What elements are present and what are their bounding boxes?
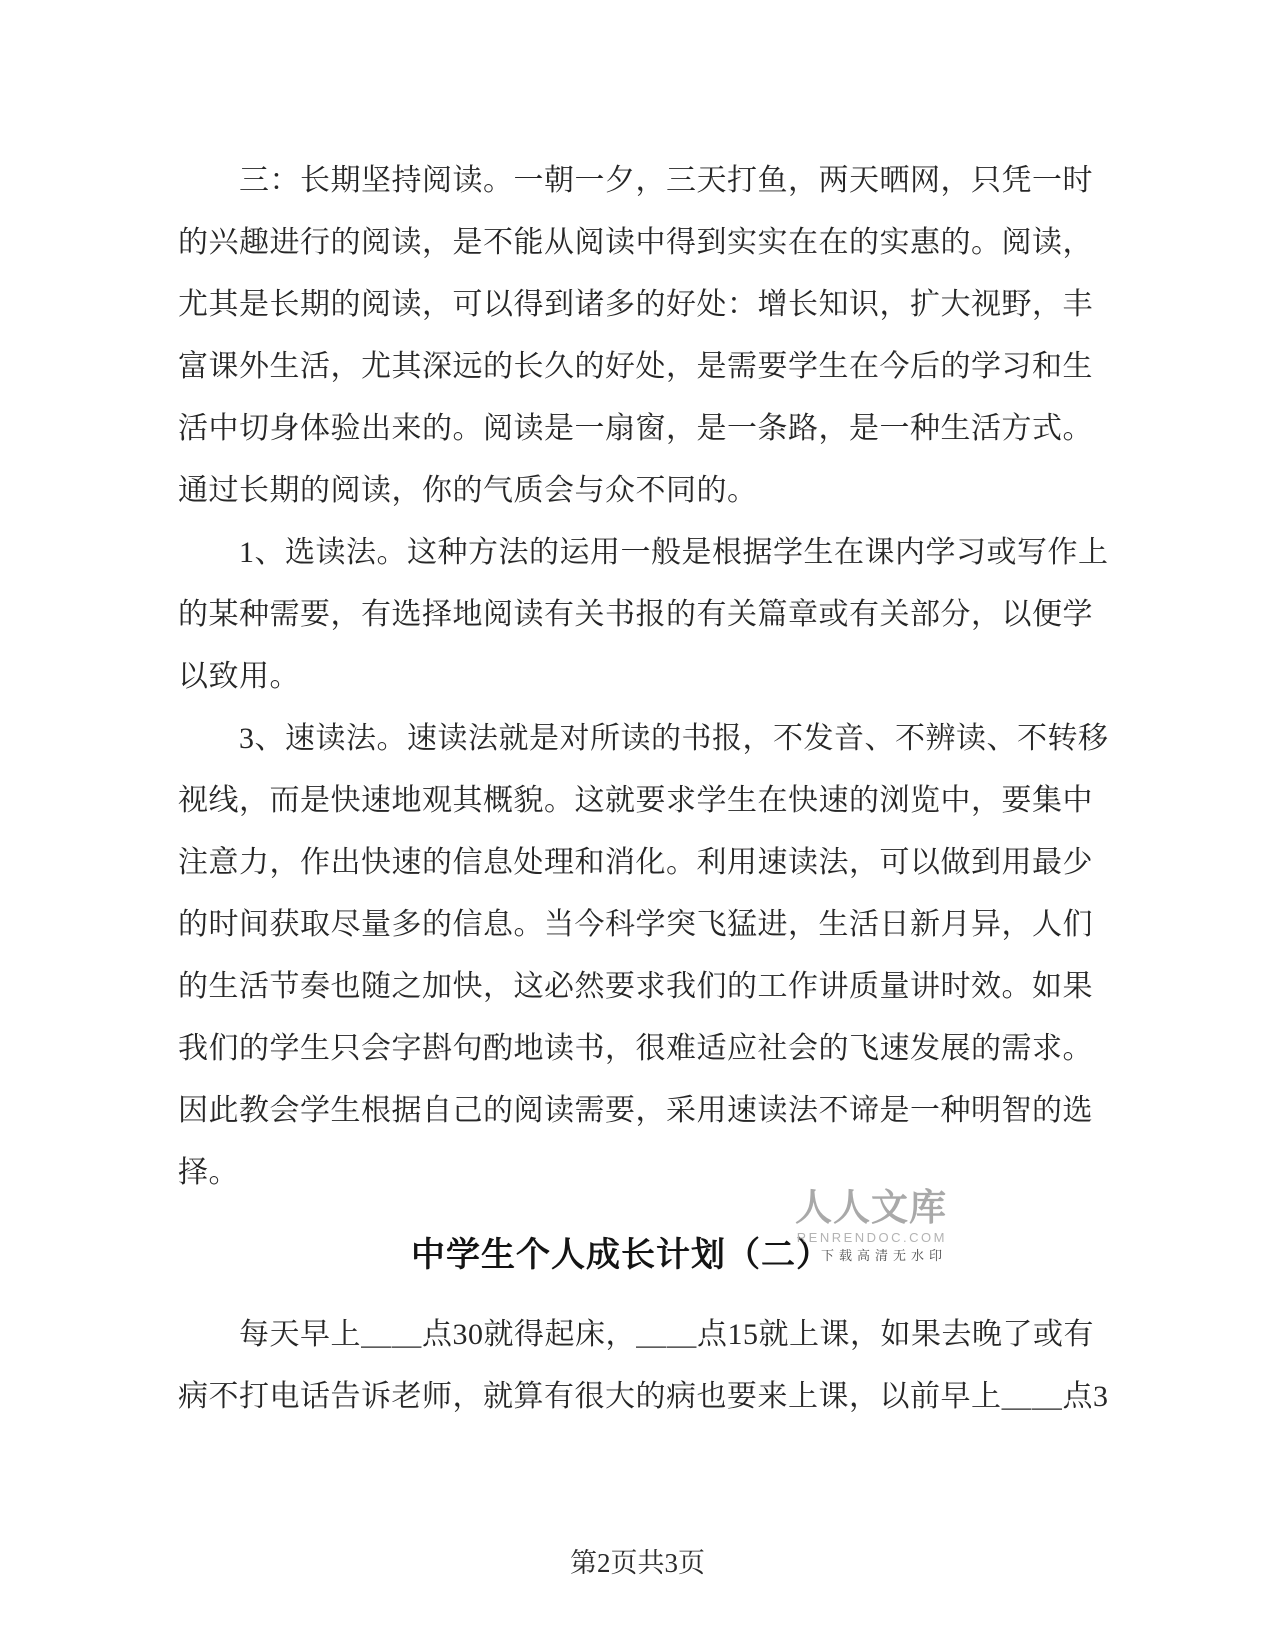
watermark-site-text: RENRENDOC.COM [796,1230,947,1245]
text-line: 我们的学生只会字斟句酌地读书，很难适应社会的飞速发展的需求。 [178,1032,1093,1065]
text-line: 因此教会学生根据自己的阅读需要，采用速读法不谛是一种明智的选 [178,1094,1093,1127]
text-line: 每天早上＿＿点30就得起床，＿＿点15就上课，如果去晚了或有 [178,1318,1094,1351]
watermark-brand-text: 人人文库 [795,1188,947,1229]
watermark [795,1190,947,1262]
text-line: 以致用。 [178,660,300,693]
text-line: 3、速读法。速读法就是对所读的书报，不发音、不辨读、不转移 [178,722,1109,755]
growth-plan-paragraphs [178,1304,1109,1428]
text-line: 尤其是长期的阅读，可以得到诸多的好处：增长知识，扩大视野，丰 [178,288,1093,321]
text-line: 视线，而是快速地观其概貌。这就要求学生在快速的浏览中，要集中 [178,784,1093,817]
text-line: 三：长期坚持阅读。一朝一夕，三天打鱼，两天晒网，只凭一时 [178,164,1093,197]
text-line: 1、选读法。这种方法的运用一般是根据学生在课内学习或写作上 [178,536,1109,569]
page-number: 第2页共3页 [570,1548,705,1578]
text-line: 的时间获取尽量多的信息。当今科学突飞猛进，生活日新月异，人们 [178,908,1093,941]
text-line: 活中切身体验出来的。阅读是一扇窗，是一条路，是一种生活方式。 [178,412,1093,445]
reading-plan-paragraphs [178,150,1109,1204]
text-line: 的兴趣进行的阅读，是不能从阅读中得到实实在在的实惠的。阅读， [178,226,1093,259]
text-line: 注意力，作出快速的信息处理和消化。利用速读法，可以做到用最少 [178,846,1093,879]
text-line: 富课外生活，尤其深远的长久的好处，是需要学生在今后的学习和生 [178,350,1093,383]
watermark-tagline-text: 下载高清无水印 [820,1248,947,1263]
text-line: 的某种需要，有选择地阅读有关书报的有关篇章或有关部分，以便学 [178,598,1093,631]
text-line: 的生活节奏也随之加快，这必然要求我们的工作讲质量讲时效。如果 [178,970,1093,1003]
text-line: 择。 [178,1156,239,1189]
text-line: 通过长期的阅读，你的气质会与众不同的。 [178,474,758,507]
text-line: 病不打电话告诉老师，就算有很大的病也要来上课，以前早上＿＿点3 [178,1380,1109,1413]
section-heading: 中学生个人成长计划（二） [411,1237,831,1274]
